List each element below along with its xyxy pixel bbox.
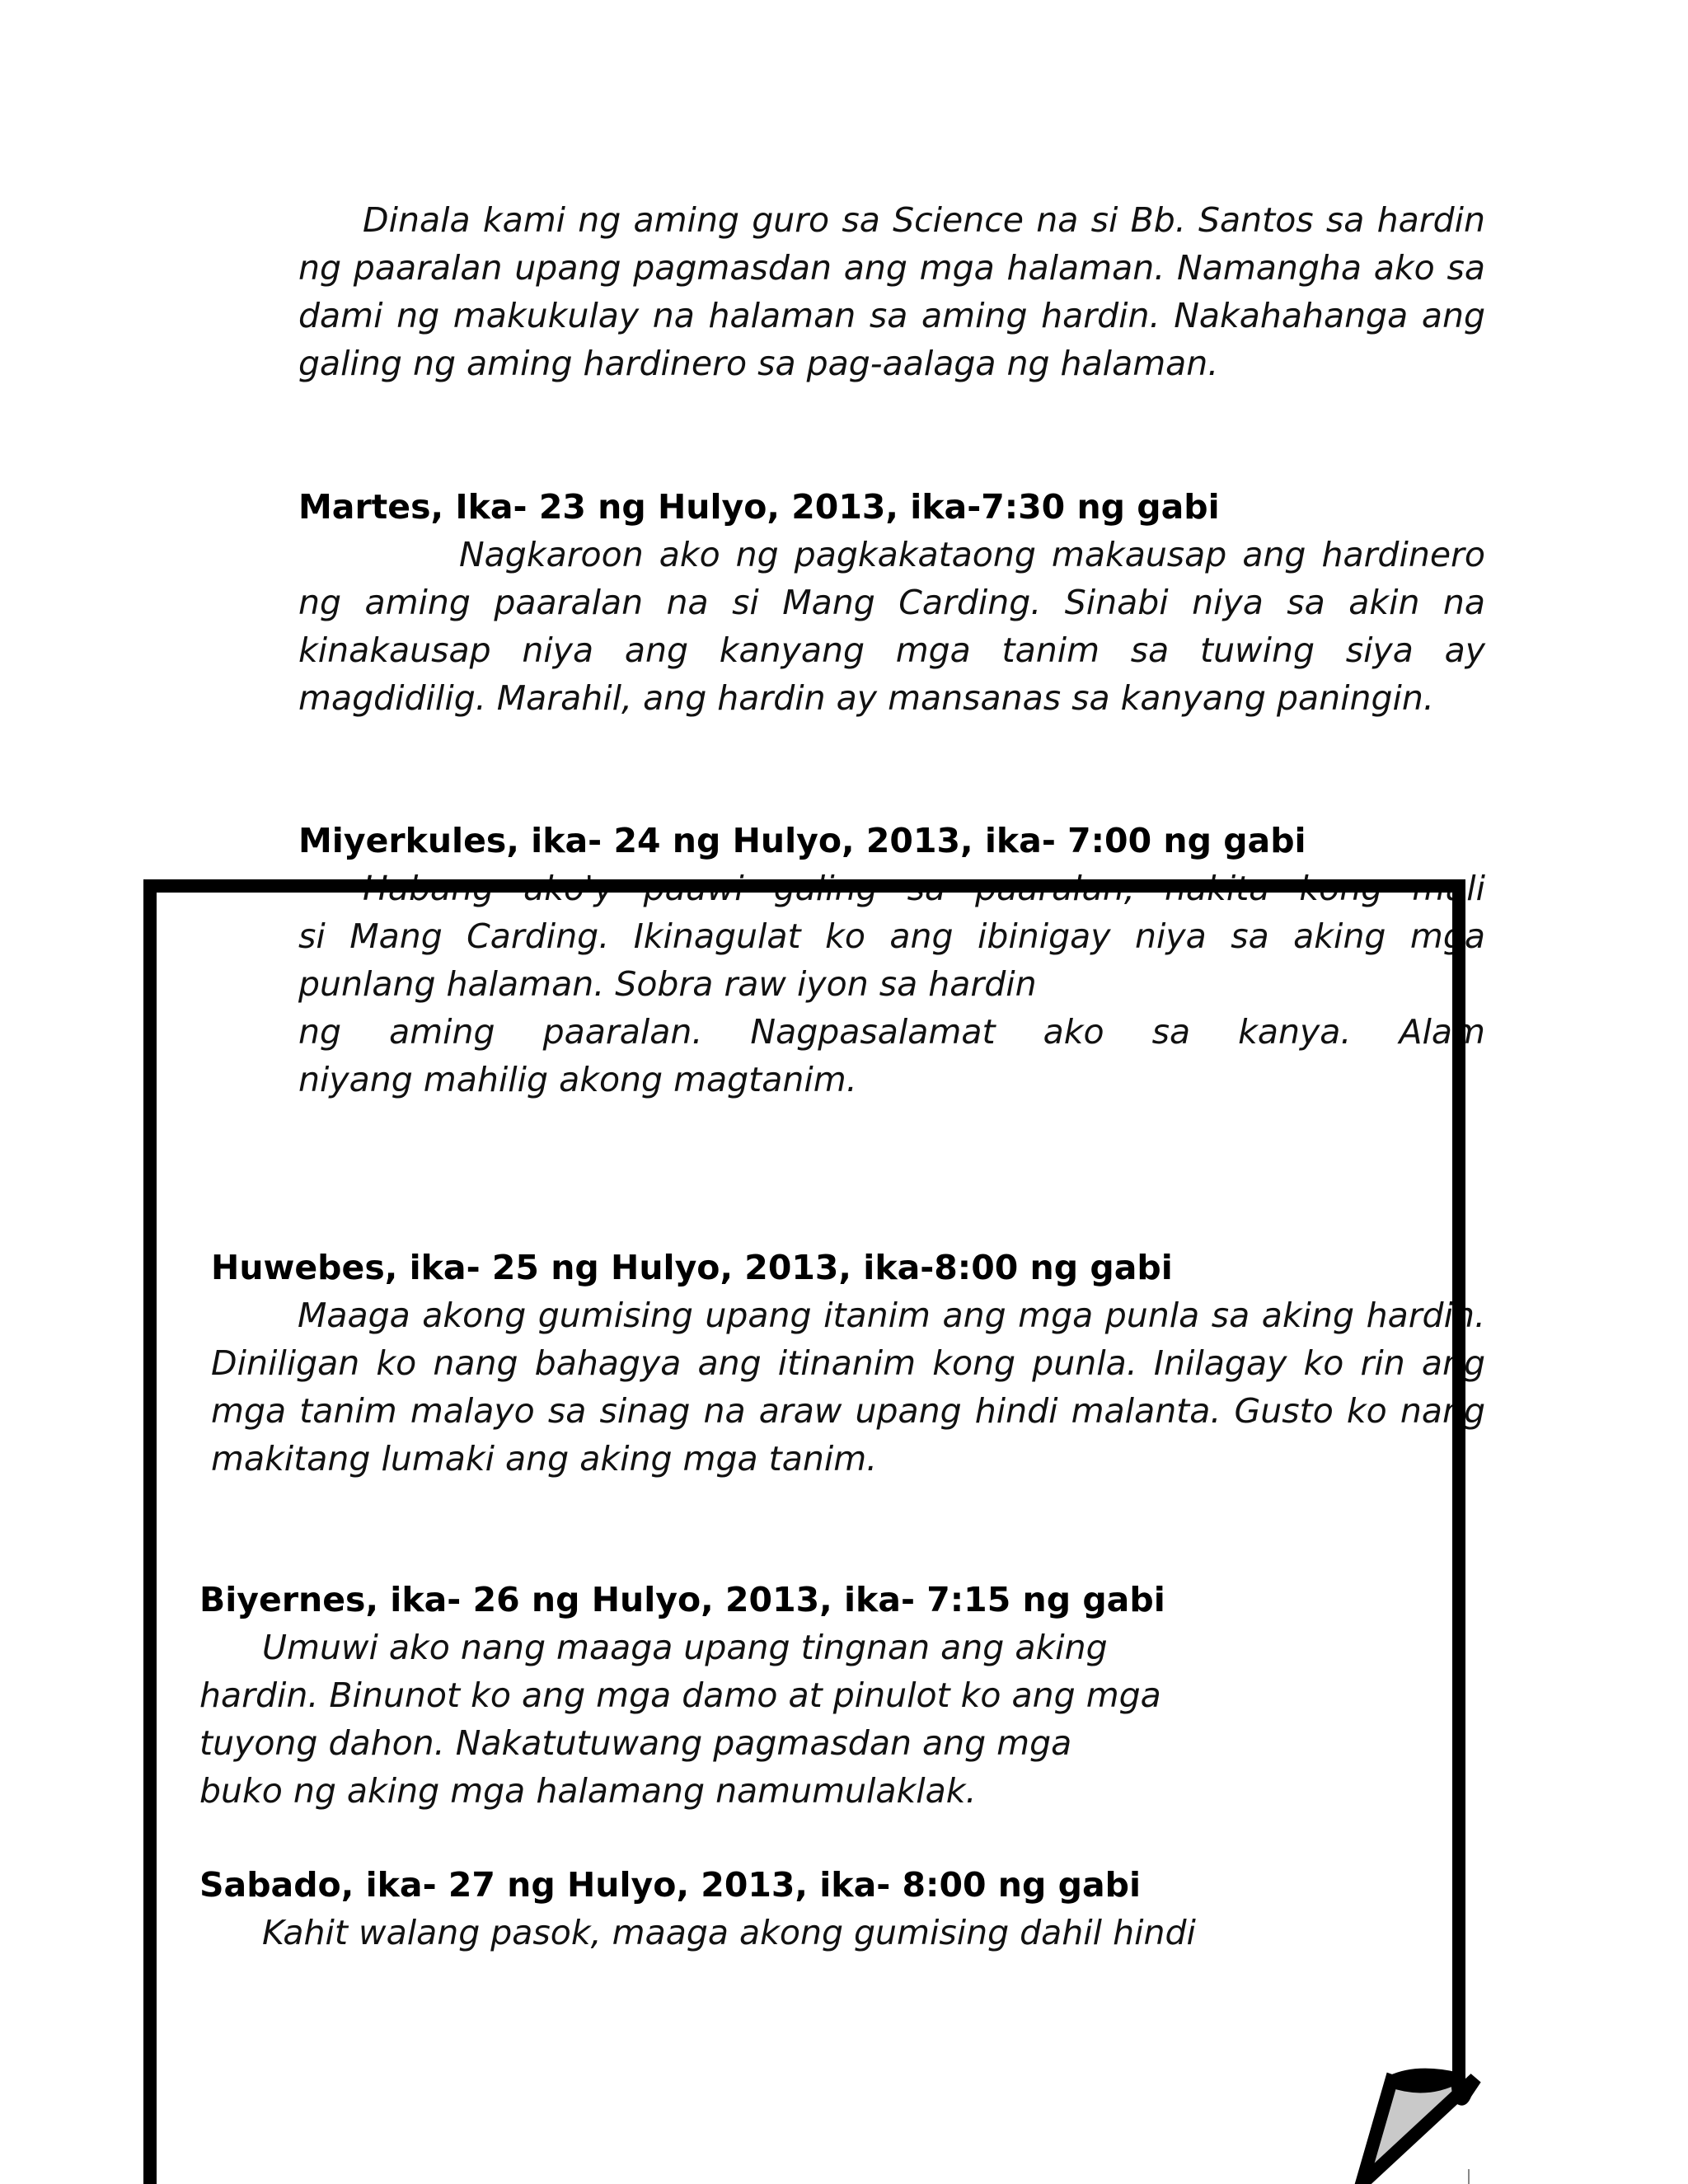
entry-miyerkules: [298, 817, 1485, 1104]
entry-martes: [298, 483, 1485, 722]
intro-paragraph: Dinala kami ng aming guro sa Science na si Bb. Santos sa hardin ng paaralan upang pagmasdan ang mga halaman. Namangha ako sa dami ng makukulay na halaman sa aming hardin. Nakahahanga ang galing ng aming hardinero sa pag-aalaga ng halaman.: [298, 200, 1485, 383]
entry-paragraph-line: buko ng aking mga halamang namumulaklak.: [199, 1771, 977, 1811]
entry-heading: Biyernes, ika- 26 ng Hulyo, 2013, ika- 7:15 ng gabi: [199, 1580, 1165, 1619]
entry-heading: Miyerkules, ika- 24 ng Hulyo, 2013, ika- 7:00 ng gabi: [298, 821, 1306, 860]
entry-paragraph-line: niyang mahilig akong magtanim.: [298, 1060, 857, 1099]
entry-paragraph-line: Habang ako'y pauwi galing sa paaralan, nakita kong muli: [363, 869, 1485, 908]
entry-paragraph-line: Umuwi ako nang maaga upang tingnan ang aking: [262, 1628, 1108, 1667]
entry-paragraph-line: si Mang Carding. Ikinagulat ko ang ibinigay niya sa aking mga: [298, 916, 1485, 956]
entry-paragraph-line: punlang halaman. Sobra raw iyon sa hardin: [298, 964, 1037, 1004]
entry-sabado: [199, 1861, 1436, 1957]
entry-paragraph: Nagkaroon ako ng pagkakataong makausap ang hardinero ng aming paaralan na si Mang Carding. Sinabi niya sa akin na kinakausap niya ang kanyang mga tanim sa tuwing siya ay magdidilig. Marahil, ang hardin ay mansanas sa kanyang paningin.: [298, 535, 1485, 718]
entry-paragraph-line: ng aming paaralan. Nagpasalamat ako sa kanya. Alam: [298, 1012, 1485, 1052]
entry-paragraph-line: tuyong dahon. Nakatutuwang pagmasdan ang mga: [199, 1723, 1072, 1763]
entry-heading: Huwebes, ika- 25 ng Hulyo, 2013, ika-8:00 ng gabi: [211, 1248, 1173, 1287]
entry-heading: Martes, Ika- 23 ng Hulyo, 2013, ika-7:30 ng gabi: [298, 487, 1220, 527]
page-curl-icon: [1362, 2077, 1475, 2184]
entry-paragraph-line: hardin. Binunot ko ang mga damo at pinulot ko ang mga: [199, 1675, 1161, 1715]
entry-heading: Sabado, ika- 27 ng Hulyo, 2013, ika- 8:00 ng gabi: [199, 1865, 1142, 1905]
entry-huwebes: [211, 1244, 1485, 1483]
page-curl-fold: [1391, 2074, 1459, 2081]
entry-biyernes: [199, 1576, 1436, 1815]
entry-paragraph: Maaga akong gumising upang itanim ang mga punla sa aking hardin. Diniligan ko nang bahagya ang itinanim kong punla. Inilagay ko rin ang mga tanim malayo sa sinag na araw upang hindi malanta. Gusto ko nang makitang lumaki ang aking mga tanim.: [211, 1296, 1485, 1479]
intro-block: [298, 196, 1485, 387]
entry-paragraph-line: Kahit walang pasok, maaga akong gumising dahil hindi: [262, 1913, 1196, 1952]
